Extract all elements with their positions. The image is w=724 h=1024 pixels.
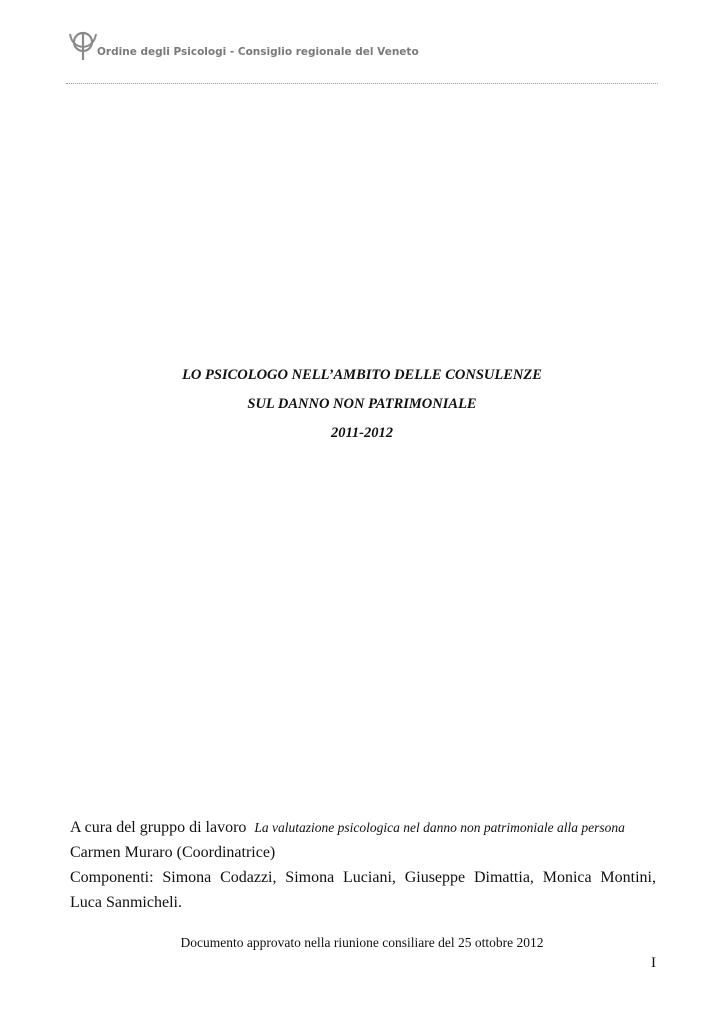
approval-note: Documento approvato nella riunione consiliare del 25 ottobre 2012 (180, 935, 544, 950)
working-group-title: La valutazione psicologica nel danno non patrimoniale alla persona (254, 820, 625, 835)
coordinator: Carmen Muraro (Coordinatrice) (70, 844, 276, 861)
curated-by-line (70, 815, 656, 840)
curated-by-prefix: A cura del gruppo di lavoro (70, 819, 247, 836)
members-line-2: Luca Sanmicheli. (70, 894, 182, 911)
page-header (66, 30, 658, 86)
psi-logo-icon (66, 30, 100, 62)
title-line-2: SUL DANNO NON PATRIMONIALE (247, 396, 477, 412)
title-line-1: LO PSICOLOGO NELL’AMBITO DELLE CONSULENZE (182, 367, 542, 383)
document-title (0, 361, 724, 448)
page-number: I (651, 955, 656, 971)
credits-section (70, 815, 656, 915)
header-divider (66, 83, 658, 84)
members-line-1: Componenti: Simona Codazzi, Simona Luciani, Giuseppe Dimattia, Monica Montini, (70, 869, 656, 886)
title-years: 2011-2012 (330, 425, 394, 441)
organization-name: Ordine degli Psicologi - Consiglio regionale del Veneto (97, 46, 419, 58)
